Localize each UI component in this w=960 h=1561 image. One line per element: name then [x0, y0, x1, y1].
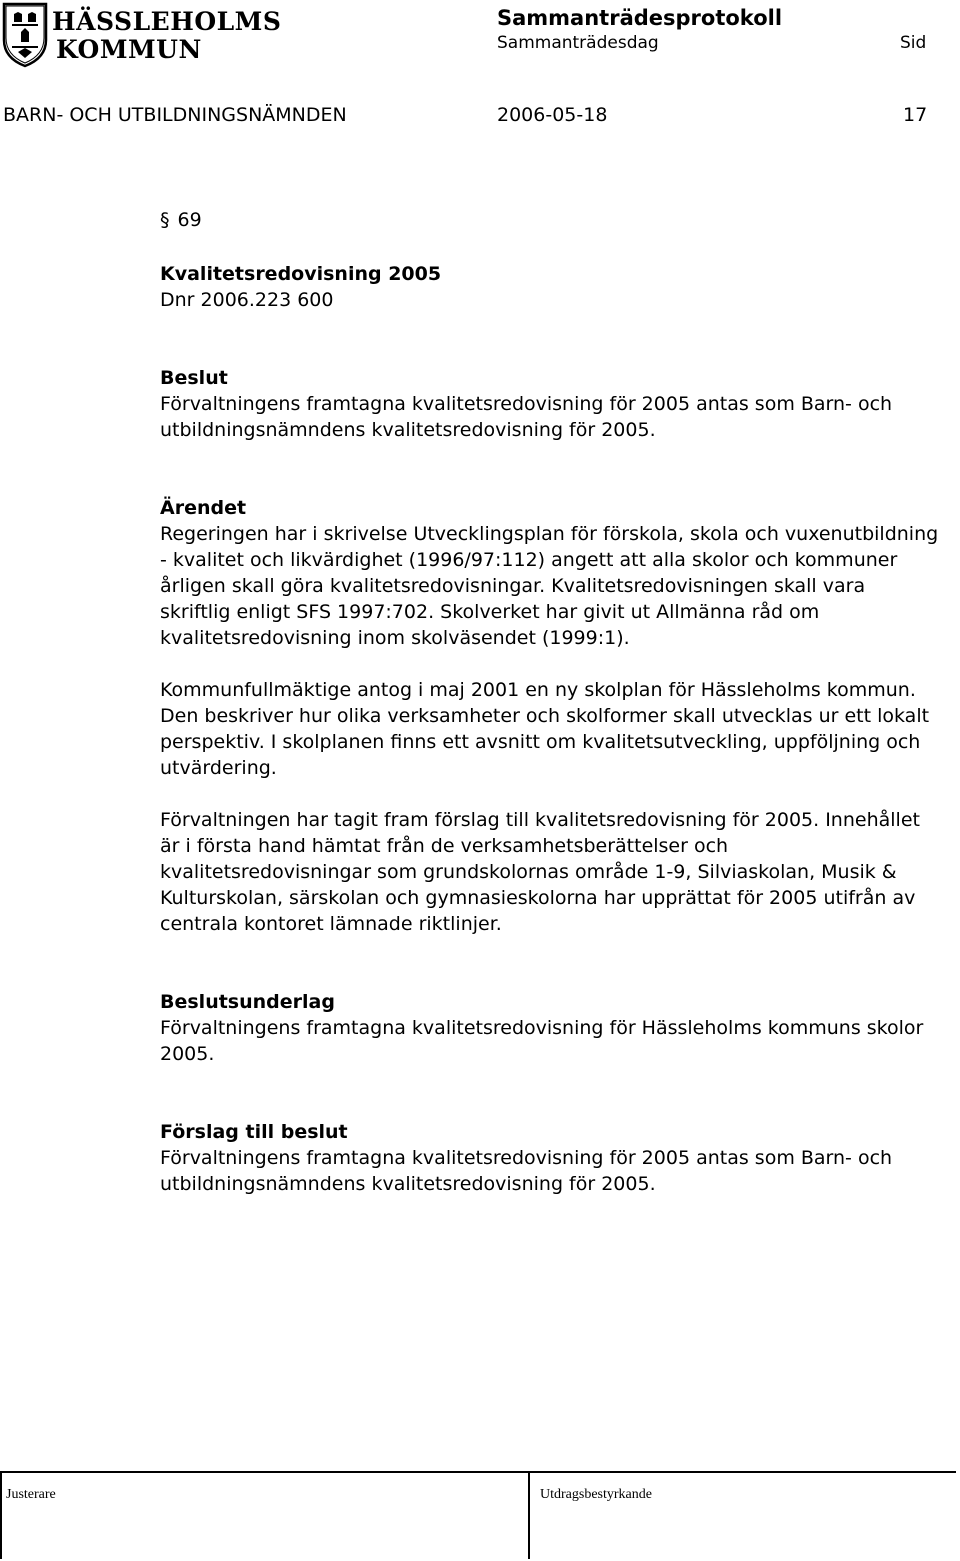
meeting-date: 2006-05-18 — [497, 104, 608, 126]
footer-middle-border — [528, 1473, 530, 1559]
arendet-paragraph-2: Kommunfullmäktige antog i maj 2001 en ny skolplan för Hässleholms kommun. Den beskriver hur olika verksamheter och skolformer skall utvecklas ur ett lokalt perspektiv. I skolplanen finns ett avsnitt om kvalitetsutveckling, uppföljning och utvärdering. — [160, 679, 930, 779]
document-type: Sammanträdesprotokoll — [497, 6, 783, 30]
utdragsbestyrkande-label: Utdragsbestyrkande — [540, 1487, 652, 1502]
beslut-text: Förvaltningens framtagna kvalitetsredovisning för 2005 antas som Barn- och utbildningsnämndens kvalitetsredovisning för 2005. — [160, 393, 893, 441]
logo-line-2: KOMMUN — [56, 35, 202, 64]
municipal-crest-icon — [2, 2, 48, 68]
item-title: Kvalitetsredovisning 2005 — [160, 263, 442, 285]
beslutsunderlag-text: Förvaltningens framtagna kvalitetsredovisning för Hässleholms kommuns skolor 2005. — [160, 1017, 924, 1065]
page-label: Sid — [900, 33, 927, 53]
page-number: 17 — [903, 104, 928, 126]
paragraph-number-value: 69 — [177, 209, 202, 231]
footer-divider — [0, 1471, 956, 1473]
meeting-date-label: Sammanträdesdag — [497, 33, 659, 53]
arendet-paragraph-3: Förvaltningen har tagit fram förslag till kvalitetsredovisning för 2005. Innehållet är i första hand hämtat från de verksamhetsberättelser och kvalitetsredovisningar som grundskolornas område 1-9, Silviaskolan, Musik & Kulturskolan, särskolan och gymnasieskolorna har upprättat för 2005 utifrån av centrala kontoret lämnade riktlinjer. — [160, 809, 920, 935]
logo-wordmark — [52, 8, 281, 64]
footer-left-border — [0, 1473, 2, 1559]
diary-number: Dnr 2006.223 600 — [160, 289, 334, 311]
justerare-label: Justerare — [6, 1487, 56, 1502]
arendet-heading: Ärendet — [160, 497, 247, 519]
beslut-heading: Beslut — [160, 367, 228, 389]
beslutsunderlag-heading: Beslutsunderlag — [160, 991, 335, 1013]
paragraph-number — [160, 209, 202, 231]
paragraph-symbol: § — [160, 209, 170, 231]
committee-name: BARN- OCH UTBILDNINGSNÄMNDEN — [3, 104, 347, 126]
logo-line-1: HÄSSLEHOLMS — [52, 7, 282, 36]
forslag-text: Förvaltningens framtagna kvalitetsredovisning för 2005 antas som Barn- och utbildningsnämndens kvalitetsredovisning för 2005. — [160, 1147, 893, 1195]
arendet-paragraph-1: Regeringen har i skrivelse Utvecklingsplan för förskola, skola och vuxenutbildning - kvalitet och likvärdighet (1996/97:112) angett att alla skolor och kommuner årligen skall göra kvalitetsredovisningar. Kvalitetsredovisningen skall vara skriftlig enligt SFS 1997:702. Skolverket har givit ut Allmänna råd om kvalitetsredovisning inom skolväsendet (1999:1). — [160, 523, 939, 649]
forslag-heading: Förslag till beslut — [160, 1121, 348, 1143]
document-body — [160, 261, 940, 1197]
municipality-logo — [2, 2, 282, 68]
